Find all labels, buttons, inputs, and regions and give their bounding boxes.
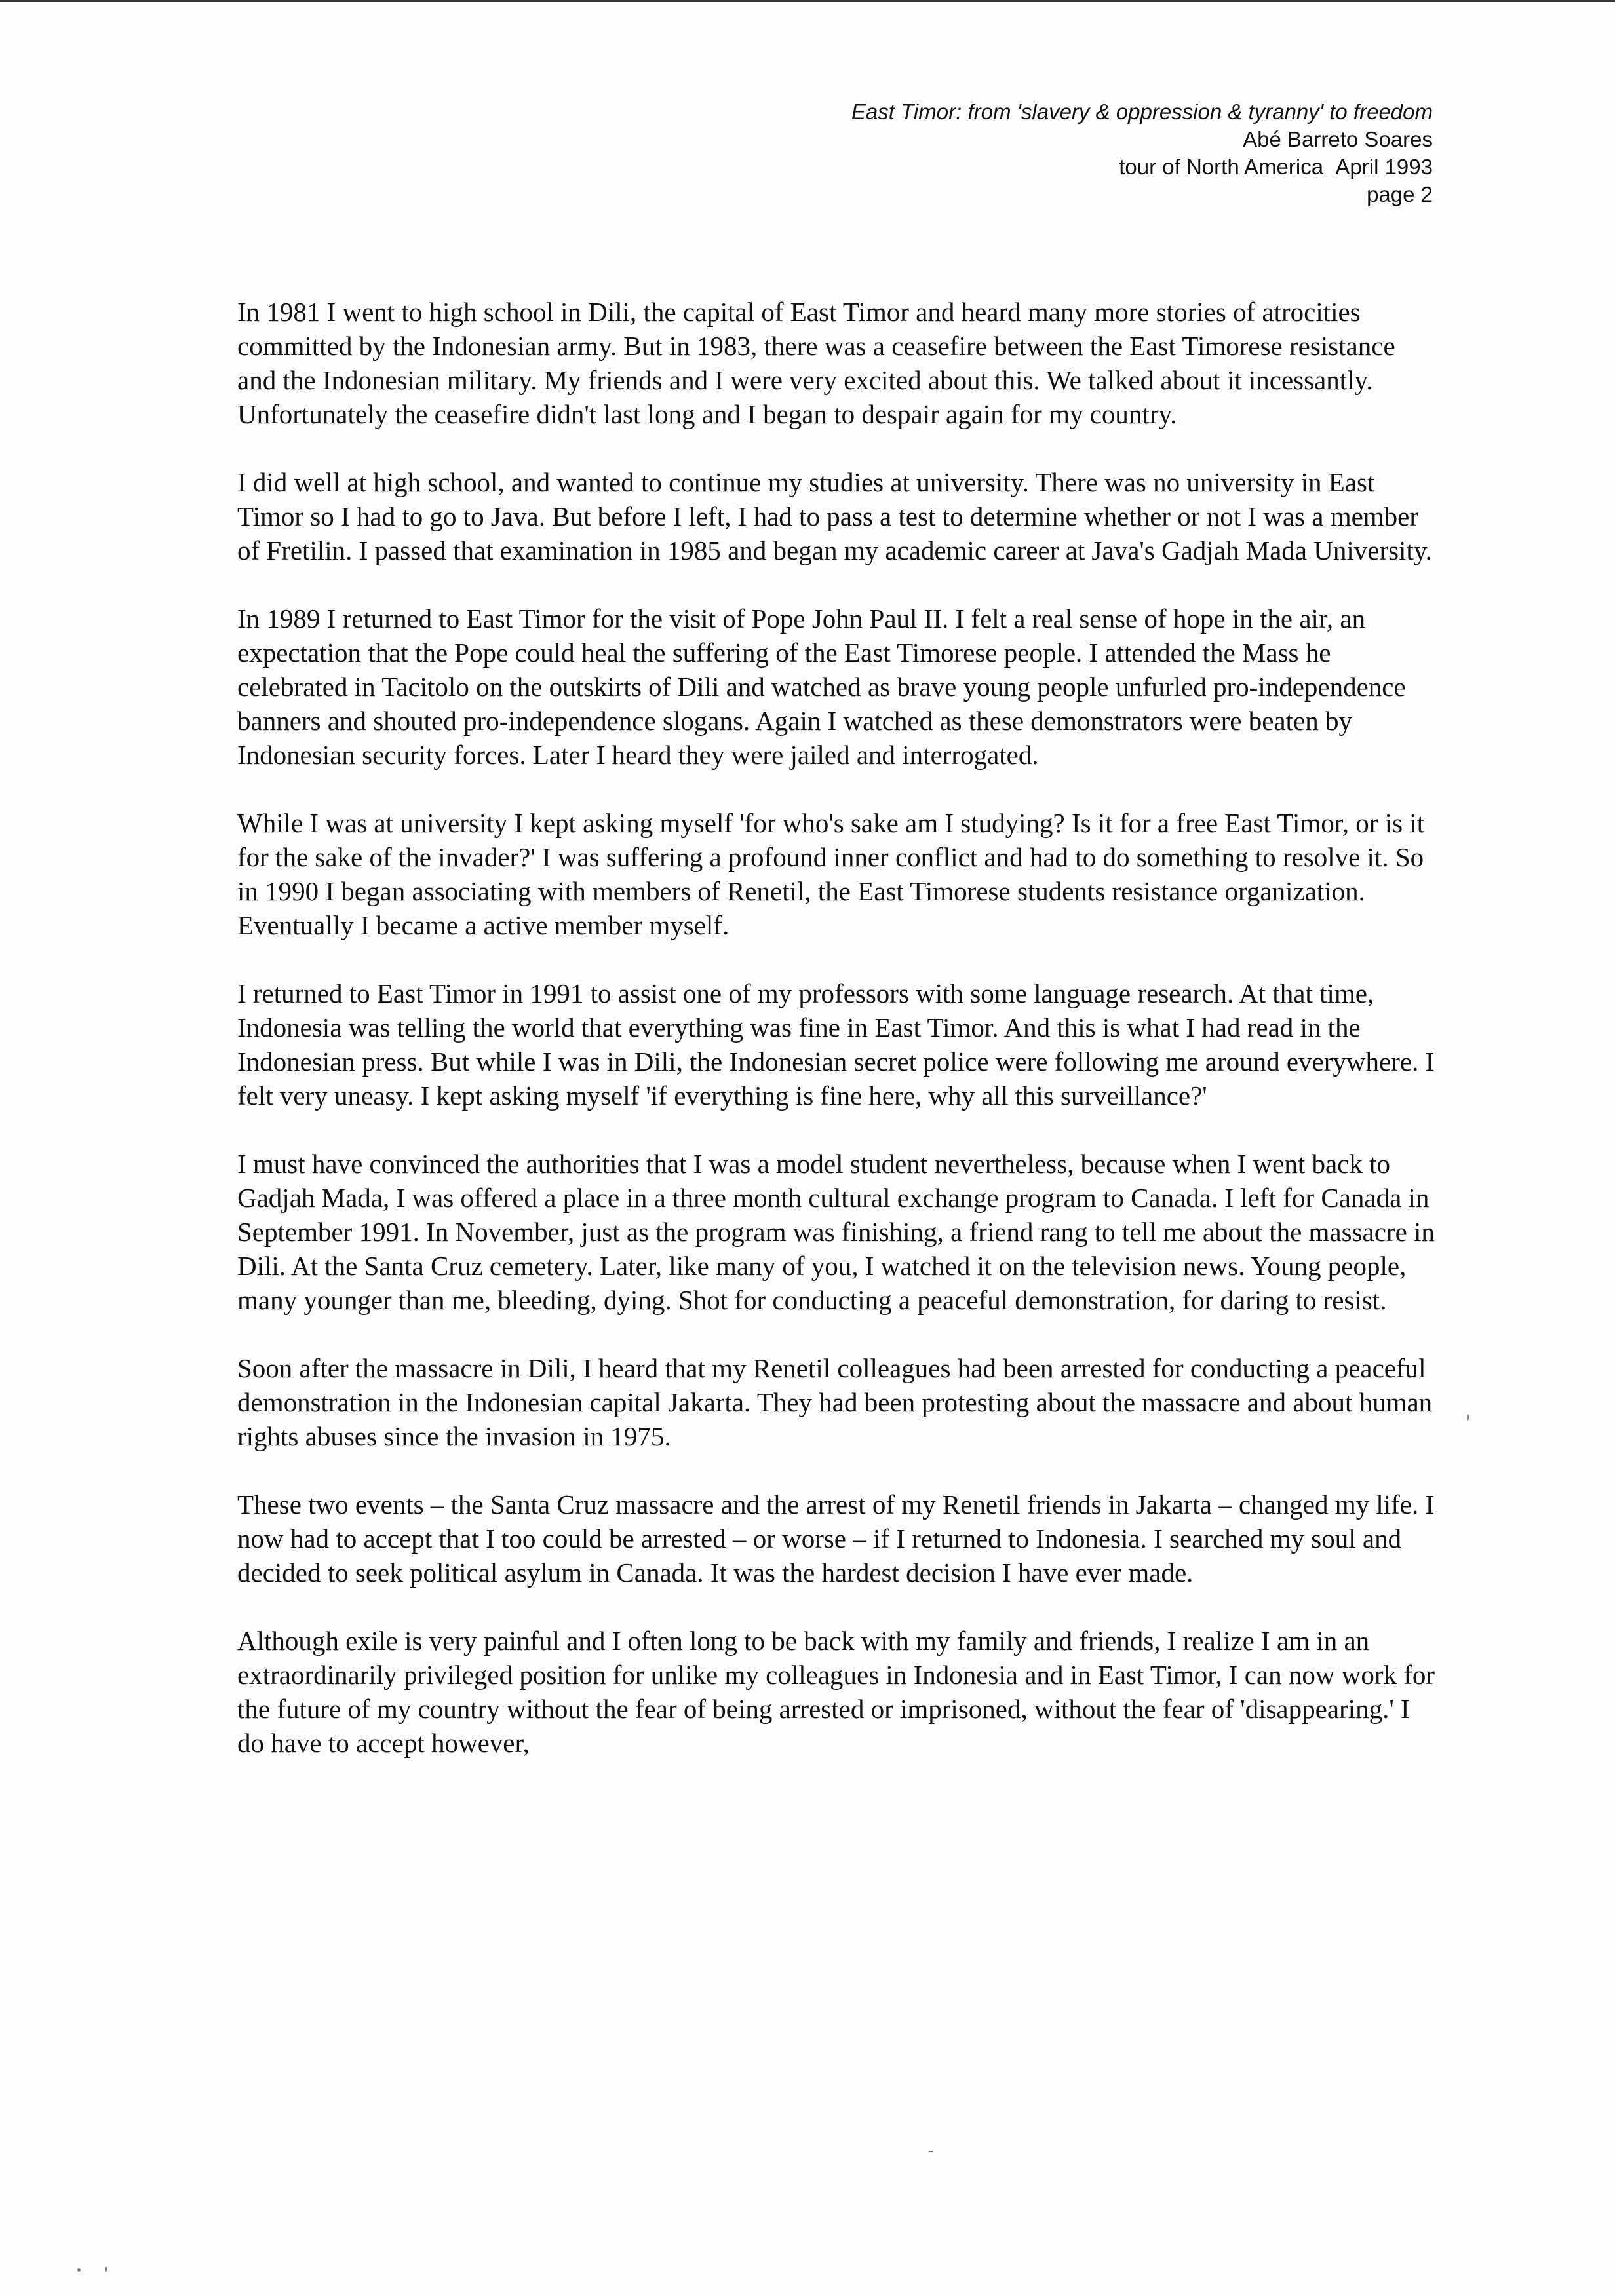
paragraph-8: These two events – the Santa Cruz massacre and the arrest of my Renetil friends in Jakarta – changed my life. I now had to accept that I too could be arrested – or worse – if I returned to Indonesia. I searched my soul and decided to seek political asylum in Canada. It was the hardest decision I have ever made. [237,1489,1435,1588]
header-page-number: page 2 [1367,182,1433,206]
header-tour: tour of North America [1119,155,1324,179]
scan-speck [105,2266,107,2272]
paragraph-1: In 1981 I went to high school in Dili, the capital of East Timor and heard many more stories of atrocities committed by the Indonesian army. But in 1983, there was a ceasefire between the East Timorese resistance and the Indonesian military. My friends and I were very excited about this. We talked about it incessantly. Unfortunately the ceasefire didn't last long and I began to despair again for my country. [237,297,1395,429]
paragraph-7: Soon after the massacre in Dili, I heard that my Renetil colleagues had been arrested for conducting a peaceful demonstration in the Indonesian capital Jakarta. They had been protesting about the massacre and about human rights abuses since the invasion in 1975. [237,1353,1433,1451]
header-tour-line [851,153,1433,181]
paragraph-6: I must have convinced the authorities that I was a model student nevertheless, because when I went back to Gadjah Mada, I was offered a place in a three month cultural exchange program to Canada. I left for Canada in September 1991. In November, just as the program was finishing, a friend rang to tell me about the massacre in Dili. At the Santa Cruz cemetery. Later, like many of you, I watched it on the television news. Young people, many younger than me, bleeding, dying. Shot for conducting a peaceful demonstration, for daring to resist. [237,1149,1435,1315]
scan-speck [929,2151,933,2152]
paragraph-3: In 1989 I returned to East Timor for the visit of Pope John Paul II. I felt a real sense of hope in the air, an expectation that the Pope could heal the suffering of the East Timorese people. I attended the Mass he celebrated in Tacitolo on the outskirts of Dili and watched as brave young people unfurled pro-independence banners and shouted pro-independence slogans. Again I watched as these demonstrators were beaten by Indonesian security forces. Later I heard they were jailed and interrogated. [237,603,1406,770]
top-edge-rule [0,0,1615,2]
paragraph-9: Although exile is very painful and I often long to be back with my family and friends, I realize I am in an extraordinarily privileged position for unlike my colleagues in Indonesia and in East Timor, I can now work for the future of my country without the fear of being arrested or imprisoned, without the fear of 'disappearing.' I do have to accept however, [237,1626,1435,1758]
paragraph-4: While I was at university I kept asking myself 'for who's sake am I studying? Is it for a free East Timor, or is it for the sake of the invader?' I was suffering a profound inner conflict and had to do something to resolve it. So in 1990 I began associating with members of Renetil, the East Timorese students resistance organization. Eventually I became a active member myself. [237,808,1425,940]
header-title: East Timor: from 'slavery & oppression & tyranny' to freedom [851,100,1433,124]
body-text [237,295,1437,1760]
scan-speck [77,2268,81,2272]
running-header [851,98,1433,208]
header-date: April 1993 [1335,155,1433,179]
paragraph-2: I did well at high school, and wanted to continue my studies at university. There was no university in East Timor so I had to go to Java. But before I left, I had to pass a test to determine whether or not I was a member of Fretilin. I passed that examination in 1985 and began my academic career at Java's Gadjah Mada University. [237,467,1432,565]
paragraph-5: I returned to East Timor in 1991 to assist one of my professors with some language research. At that time, Indonesia was telling the world that everything was fine in East Timor. And this is what I had read in the Indonesian press. But while I was in Dili, the Indonesian secret police were following me around everywhere. I felt very uneasy. I kept asking myself 'if everything is fine here, why all this surveillance?' [237,978,1435,1111]
header-author: Abé Barreto Soares [1243,127,1433,151]
scan-speck [1467,1414,1469,1421]
